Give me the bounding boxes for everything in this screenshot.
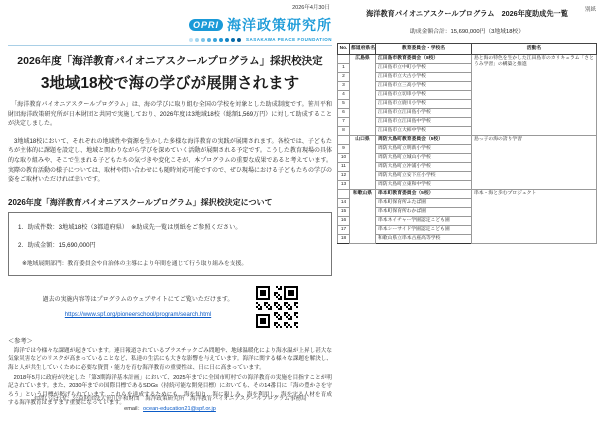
cell-no: 14 [338,198,350,207]
col-header-activity: 活動名 [472,44,597,55]
foundation-name: SASAKAWA PEACE FOUNDATION [245,37,332,42]
cell-board: 江田島市教育委員会（8校） [376,54,472,63]
cell-no: 1 [338,63,350,72]
press-title-line2: 3地域18校で海の学びが展開されます [40,75,300,92]
title-block [8,53,332,93]
cell-no: 4 [338,90,350,99]
dot-icon [231,38,235,42]
section-heading: 2026年度「海洋教育パイオニアスクールプログラム」採択校決定について [8,197,273,207]
logo-dots-decoration [8,37,332,42]
cell-school-name: 江田島市立江田島中学校 [376,117,472,126]
col-header-prefecture: 都道府県名 [350,44,376,55]
cell-no: 11 [338,162,350,171]
press-title-line1: 2026年度「海洋教育パイオニアスクールプログラム」採択校決定 [17,55,323,67]
cell-no [338,54,350,63]
cell-no: 17 [338,225,350,234]
contact-footer [8,394,332,412]
cell-prefecture: 広島県 [350,54,376,135]
contact-line: お問い合わせ：公益財団法人笹川平和財団 海洋政策研究所 海洋教育パイオニアスクールプログラム事務局 [33,396,307,402]
cell-no: 13 [338,180,350,189]
cell-no: 3 [338,81,350,90]
cell-school-name: 周防大島町立城山小学校 [376,153,472,162]
grant-summary-box [8,212,332,276]
grantee-list-page [337,3,597,421]
cell-activity: 串本・海と歩むプロジェクト [472,189,597,243]
cell-no: 8 [338,126,350,135]
cell-school-name: 串本町保育所ふたば園 [376,198,472,207]
dot-icon [225,38,229,42]
cell-board: 串本町教育委員会（5校） [376,189,472,198]
email-label: email： [124,406,144,412]
website-text [38,294,238,321]
institute-name: 海洋政策研究所 [227,17,332,33]
lead-paragraph: 「海洋教育パイオニアスクールプログラム」は、海の学びに取り組む全国の学校を対象とした助成制度です。笹川平和財団海洋政策研究所が日本財団と共同で実施しており、2026年度は3地域18校（総額1,569万円）に対して助成することが決定しました。 [8,102,332,128]
cell-prefecture: 和歌山県 [350,189,376,243]
col-header-school: 教育委員会・学校名 [376,44,472,55]
grantee-list-subtitle: 助成金額合計：15,690,000円（3地域18校） [409,29,525,35]
grantee-list-title: 海洋教育パイオニアスクールプログラム 2026年度助成先一覧 [366,9,568,18]
cell-school-name: 周防大島町立東和中学校 [376,180,472,189]
cell-school-name: 周防大島町立明新小学校 [376,144,472,153]
dot-icon [219,38,223,42]
cell-no: 7 [338,117,350,126]
cell-no [338,135,350,144]
cell-board: 周防大島町教育委員会（5校） [376,135,472,144]
dot-icon [213,38,217,42]
header-divider [8,45,332,46]
dot-icon [189,38,193,42]
reference-paragraph-1: 海洋では今様々な課題が起きています。連日報道されているプラスチックごみ問題や、地球温暖化により海水温が上昇し甚大な気象災害などのリスクが高まっていることなど、私達の生活にも大きな影響を与えています。海洋に関する様々な課題を解決し、海と人が共生していくために必要な資質・能力を育む海洋教育の重要性は、日に日に高まっています。 [8,347,332,371]
cell-school-name: 江田島市立三高小学校 [376,81,472,90]
cell-school-name: 串本町保育所わかば園 [376,207,472,216]
grant-amount-line: 2．助成金額：15,690,000円 [18,241,96,249]
cell-prefecture: 山口県 [350,135,376,189]
reference-paragraph-2: 2018年5月に政府が決定した「第3期海洋基本計画」において、2025年までに全国市町村での海洋教育の実施を目指すことが明記されています。また、2030年までの国際目標であるSDGs（持続可能な開発目標）においても、その14番目に「海の豊かさを守ろう」という目標が掲げられています。これらを達成するためにも、海を知り、海に親しみ、海を利用し、海を守る人材を育成する海洋教育はますます重要になっています。 [8,374,333,407]
attachment-label: 別紙 [584,7,596,13]
grantee-table [337,43,597,244]
dot-icon [237,38,241,42]
cell-activity: 島っ子の海の誇り学習 [472,135,597,189]
cell-school-name: 串本ネイチャー学園認定こども園 [376,216,472,225]
cell-no: 16 [338,216,350,225]
opri-logo [8,15,332,35]
cell-school-name: 周防大島町立沖浦小学校 [376,162,472,171]
cell-school-name: 串本シーサイド学園認定こども園 [376,225,472,234]
cell-school-name: 江田島市立大古小学校 [376,72,472,81]
cell-no: 12 [338,171,350,180]
cell-school-name: 江田島市立大柿中学校 [376,126,472,135]
cell-school-name: 和歌山県立串本古座高等学校 [376,234,472,243]
cell-school-name: 周防大島町立安下庄小学校 [376,171,472,180]
opri-logo-mark: OPRI [189,19,223,31]
cell-no: 15 [338,207,350,216]
grant-note-line: ※地域展開部門：教育委員会や自治体の主導により年間を通じて行う取り組みを支援。 [22,260,248,267]
program-website-link[interactable]: https://www.spf.org/pioneerschool/program/search.html [64,311,212,318]
website-note: 過去の実施内容等はプログラムのウェブサイトにてご覧いただけます。 [42,296,234,303]
qr-code [256,286,298,328]
cell-no: 2 [338,72,350,81]
cell-no [338,189,350,198]
cell-no: 6 [338,108,350,117]
dot-icon [195,38,199,42]
cell-no: 5 [338,99,350,108]
cell-no: 18 [338,234,350,243]
press-release-page [8,3,332,421]
dot-icon [201,38,205,42]
contact-email-line [8,404,332,412]
body-paragraph: 3地域18校において、それぞれの地域性や資源を生かした多様な海洋教育の実践が展開されます。各校では、子どもたちが主体的に課題を設定し、地域と関わりながら学びを深めていく活動が展開される予定です。こうした教育現場の具体的な取り組みや、そこで生まれる子どもたちの気づきや変化こそが、本プログラムの重要な成果であると考えています。実際の教育活動の様子については、取材や問い合わせにも随時対応可能ですので、ぜひ現場における子どもたちの学びの姿をご取材いただければ幸いです。 [8,138,332,184]
cell-activity: 島と海の特色を生かした江田島市のカリキュラム「さとうみ学習」の構築と推進 [472,54,597,135]
reference-heading: ＜参考＞ [8,337,33,345]
board-row [338,189,597,198]
grant-count-line: 1．助成件数：3地域18校（3都道府県） ※助成先一覧は別紙をご参照ください。 [18,223,242,231]
board-row [338,135,597,144]
cell-school-name: 江田島市立江田島小学校 [376,108,472,117]
board-row [338,54,597,63]
cell-school-name: 江田島市立中町小学校 [376,63,472,72]
table-header-row [338,44,597,55]
col-header-no: No. [338,44,350,55]
dot-icon [207,38,211,42]
release-date: 2026年4月30日 [292,5,330,11]
website-block [8,286,332,332]
cell-no: 10 [338,153,350,162]
cell-school-name: 江田島市立鹿川小学校 [376,99,472,108]
cell-no: 9 [338,144,350,153]
cell-school-name: 江田島市立切串小学校 [376,90,472,99]
contact-email-link[interactable]: ocean-education21@spf.or.jp [143,406,216,412]
